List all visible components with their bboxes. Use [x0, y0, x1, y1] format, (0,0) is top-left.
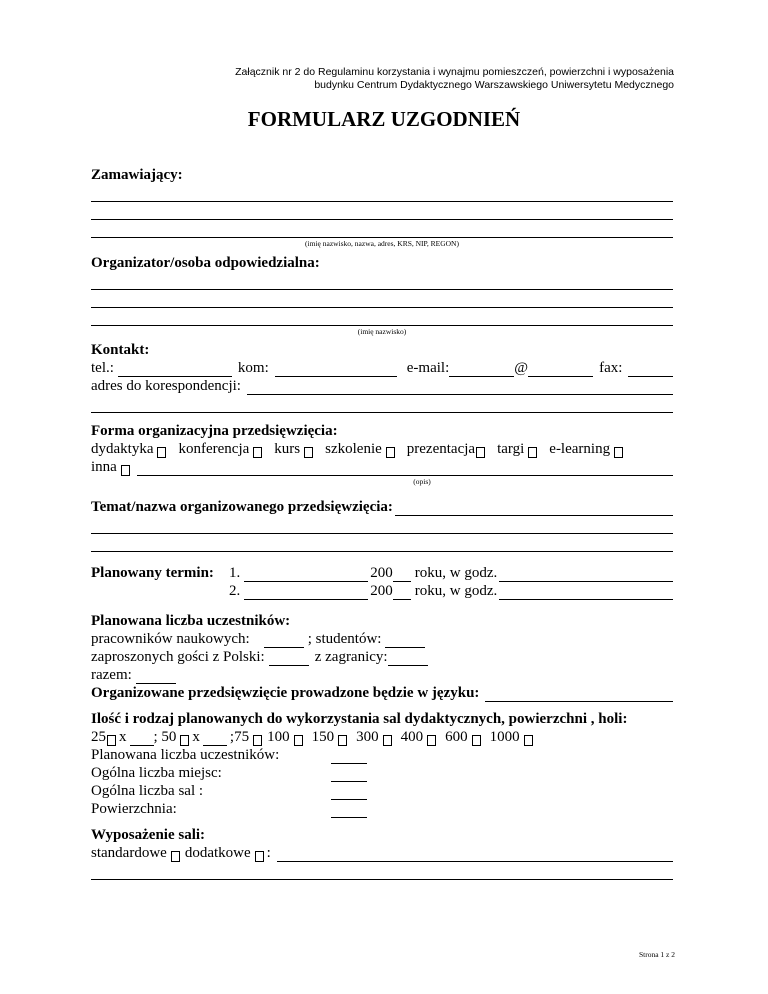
section-forma	[91, 422, 673, 486]
zamawiajacy-caption: (imię nazwisko, nazwa, adres, KRS, NIP, REGON)	[305, 239, 459, 248]
termin-date-1-field[interactable]	[244, 566, 368, 582]
option-prezentacja-checkbox[interactable]	[476, 447, 485, 458]
jezyk-row	[91, 684, 673, 702]
option-targi-label: targi	[497, 441, 525, 457]
termin-year-prefix-2: 200	[370, 583, 393, 599]
zagranicy-field[interactable]	[388, 650, 428, 666]
sale-uczestnicy-label: Planowana liczba uczestników:	[91, 747, 280, 763]
forma-options-row	[91, 440, 673, 458]
section-sale	[91, 710, 673, 818]
zamawiajacy-line-3[interactable]	[91, 220, 673, 238]
attachment-note-line1: Załącznik nr 2 do Regulaminu korzystania i wynajmu pomieszczeń, powierzchni i wyposażenia	[235, 66, 674, 78]
sale-heading: Ilość i rodzaj planowanych do wykorzystania sal dydaktycznych, powierzchni , holi:	[91, 711, 628, 727]
option-dydaktyka-checkbox[interactable]	[157, 447, 166, 458]
sale-miejsc-label: Ogólna liczba miejsc:	[91, 765, 222, 781]
fax-label: fax:	[599, 360, 623, 376]
wyposazenie-field-2[interactable]	[91, 862, 673, 880]
termin-year-1-field[interactable]	[393, 566, 411, 582]
organizator-line-1[interactable]	[91, 272, 673, 290]
option-szkolenie-label: szkolenie	[325, 441, 382, 457]
termin-hours-2-field[interactable]	[499, 584, 673, 600]
option-kurs-checkbox[interactable]	[304, 447, 313, 458]
section-organizator	[91, 254, 673, 336]
section-termin	[91, 564, 673, 600]
sale-liczba-label: Ogólna liczba sal :	[91, 783, 204, 799]
wyposazenie-row	[91, 844, 673, 862]
size-25-checkbox[interactable]	[107, 735, 116, 746]
option-elearning-label: e-learning	[549, 441, 611, 457]
zamawiajacy-heading: Zamawiający:	[91, 167, 183, 183]
termin-row-1	[91, 564, 673, 582]
zagranicy-label: z zagranicy:	[314, 649, 388, 665]
option-kurs-label: kurs	[274, 441, 301, 457]
size-150-checkbox[interactable]	[338, 735, 347, 746]
temat-field-3[interactable]	[91, 534, 673, 552]
sale-powierzchnia-row	[91, 800, 673, 818]
dodatkowe-colon: :	[266, 845, 271, 861]
size-100-label: 100	[267, 729, 290, 745]
forma-caption: (opis)	[413, 477, 431, 486]
dodatkowe-checkbox[interactable]	[255, 851, 264, 862]
sale-miejsc-row	[91, 764, 673, 782]
page-number: Strona 1 z 2	[638, 950, 675, 959]
email-label: e-mail:	[406, 360, 450, 376]
size-150-label: 150	[311, 729, 335, 745]
termin-label: Planowany termin:	[91, 565, 214, 581]
uczestnicy-heading: Planowana liczba uczestników:	[91, 613, 291, 629]
studentow-field[interactable]	[385, 632, 425, 648]
section-uczestnicy	[91, 612, 673, 702]
size-50-x: x	[192, 729, 200, 745]
dodatkowe-field[interactable]	[277, 846, 673, 862]
jezyk-field[interactable]	[485, 686, 673, 702]
section-kontakt	[91, 341, 673, 413]
termin-row-2	[91, 582, 673, 600]
size-25-label: 25	[91, 729, 106, 745]
size-400-checkbox[interactable]	[427, 735, 436, 746]
standardowe-checkbox[interactable]	[171, 851, 180, 862]
kontakt-row-phones	[91, 359, 673, 377]
size-1000-label: 1000	[489, 729, 520, 745]
inna-description-field[interactable]	[137, 460, 673, 476]
termin-number-1: 1.	[229, 565, 241, 581]
sale-uczestnicy-row	[91, 746, 673, 764]
pracownikow-row	[91, 630, 673, 648]
kom-field[interactable]	[275, 361, 397, 377]
sale-powierzchnia-label: Powierzchnia:	[91, 801, 177, 817]
email-domain-field[interactable]	[528, 361, 593, 377]
section-zamawiajacy	[91, 166, 673, 248]
razem-row	[91, 666, 673, 684]
tel-label: tel.:	[91, 360, 114, 376]
address-field[interactable]	[247, 379, 673, 395]
attachment-note-line2: budynku Centrum Dydaktycznego Warszawskiego Uniwersytetu Medycznego	[314, 79, 674, 91]
organizator-line-3[interactable]	[91, 308, 673, 326]
organizator-heading: Organizator/osoba odpowiedzialna:	[91, 255, 320, 271]
option-inna-checkbox[interactable]	[121, 465, 130, 476]
page-title: FORMULARZ UZGODNIEŃ	[247, 107, 521, 131]
attachment-note	[235, 66, 674, 92]
size-400-label: 400	[400, 729, 424, 745]
sale-liczba-field[interactable]	[331, 785, 367, 800]
option-konferencja-checkbox[interactable]	[253, 447, 262, 458]
size-600-checkbox[interactable]	[472, 735, 481, 746]
size-300-checkbox[interactable]	[383, 735, 392, 746]
temat-field-1[interactable]	[395, 500, 673, 516]
organizator-caption: (imię nazwisko)	[357, 327, 407, 336]
organizator-line-2[interactable]	[91, 290, 673, 308]
sale-sizes-row	[91, 728, 673, 746]
size-300-label: 300	[356, 729, 379, 745]
pracownikow-label: pracowników naukowych:	[91, 631, 250, 647]
zaproszonych-label: zaproszonych gości z Polski:	[91, 649, 265, 665]
size-75-label: ;75	[229, 729, 250, 745]
tel-field[interactable]	[118, 361, 232, 377]
size-100-checkbox[interactable]	[294, 735, 303, 746]
zaproszonych-field[interactable]	[269, 650, 309, 666]
razem-label: razem:	[91, 667, 132, 683]
wyposazenie-heading: Wyposażenie sali:	[91, 827, 206, 843]
studentow-label: ; studentów:	[307, 631, 382, 647]
pracownikow-field[interactable]	[264, 632, 304, 648]
termin-hours-1-field[interactable]	[499, 566, 673, 582]
temat-row	[91, 498, 673, 516]
option-szkolenie-checkbox[interactable]	[386, 447, 395, 458]
temat-heading: Temat/nazwa organizowanego przedsięwzięcia:	[91, 499, 393, 515]
termin-number-2: 2.	[229, 583, 241, 599]
termin-hours-label-2: roku, w godz.	[414, 583, 498, 599]
forma-inna-row	[91, 458, 673, 476]
kontakt-heading: Kontakt:	[91, 342, 150, 358]
zamawiajacy-line-2[interactable]	[91, 202, 673, 220]
size-1000-checkbox[interactable]	[524, 735, 533, 746]
kom-label: kom:	[237, 360, 269, 376]
size-50-label: ; 50	[153, 729, 177, 745]
section-temat	[91, 498, 673, 552]
option-prezentacja-label: prezentacja	[406, 441, 476, 457]
email-user-field[interactable]	[449, 361, 514, 377]
size-25-count-field[interactable]	[130, 730, 154, 746]
jezyk-label: Organizowane przedsięwzięcie prowadzone będzie w języku:	[91, 685, 480, 701]
option-inna-label: inna	[91, 459, 117, 475]
option-konferencja-label: konferencja	[178, 441, 250, 457]
option-elearning-checkbox[interactable]	[614, 447, 623, 458]
temat-field-2[interactable]	[91, 516, 673, 534]
zaproszonych-row	[91, 648, 673, 666]
size-75-checkbox[interactable]	[253, 735, 262, 746]
zamawiajacy-line-1[interactable]	[91, 184, 673, 202]
termin-date-2-field[interactable]	[244, 584, 368, 600]
termin-year-prefix-1: 200	[370, 565, 393, 581]
address-label: adres do korespondencji:	[91, 378, 241, 394]
sale-powierzchnia-field[interactable]	[331, 803, 367, 818]
termin-year-2-field[interactable]	[393, 584, 411, 600]
sale-uczestnicy-field[interactable]	[331, 749, 367, 764]
fax-field[interactable]	[628, 361, 673, 377]
forma-heading: Forma organizacyjna przedsięwzięcia:	[91, 423, 338, 439]
size-600-label: 600	[445, 729, 468, 745]
email-at: @	[514, 360, 529, 376]
address-field-line-2[interactable]	[91, 395, 673, 413]
termin-hours-label-1: roku, w godz.	[414, 565, 498, 581]
option-targi-checkbox[interactable]	[528, 447, 537, 458]
dodatkowe-label: dodatkowe	[184, 845, 251, 861]
standardowe-label: standardowe	[91, 845, 167, 861]
size-50-checkbox[interactable]	[180, 735, 189, 746]
sale-liczba-row	[91, 782, 673, 800]
razem-field[interactable]	[136, 668, 176, 684]
size-50-count-field[interactable]	[203, 730, 227, 746]
kontakt-row-address	[91, 377, 673, 395]
size-25-x: x	[119, 729, 127, 745]
sale-miejsc-field[interactable]	[331, 767, 367, 782]
section-wyposazenie	[91, 826, 673, 880]
option-dydaktyka-label: dydaktyka	[91, 441, 154, 457]
